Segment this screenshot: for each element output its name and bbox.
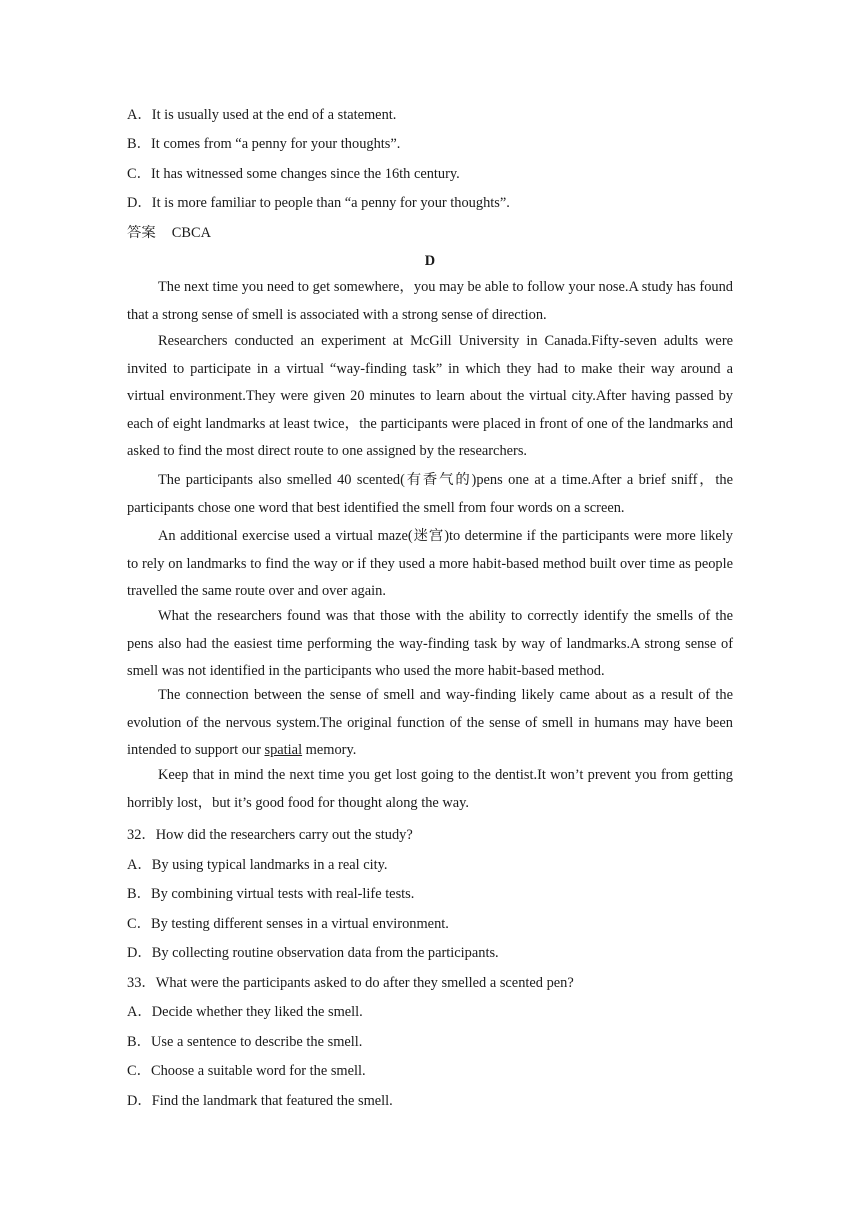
passage-paragraph-1: The next time you need to get somewhere，you may be able to follow your nose.A study has found that a strong sense of smell is associated with a strong sense of direction.: [127, 279, 733, 323]
paragraph-6-text-start: The connection between the sense of smell and way-finding likely came about as a result of the evolution of the nervous system.The original function of the sense of smell in humans may have been intended to support our: [127, 687, 733, 759]
question-33-option-a: A．Decide whether they liked the smell.: [127, 1004, 363, 1020]
question-33-stem: 33．What were the participants asked to do after they smelled a scented pen?: [127, 975, 574, 991]
answer-value: CBCA: [171, 225, 211, 241]
question-32-option-a: A．By using typical landmarks in a real city.: [127, 857, 388, 873]
passage-paragraph-7: Keep that in mind the next time you get lost going to the dentist.It won’t prevent you from getting horribly lost，but it’s good food for thought along the way.: [127, 767, 733, 811]
section-heading: D: [424, 253, 436, 269]
passage-paragraph-6: [127, 682, 733, 765]
question-32-option-d: D．By collecting routine observation data from the participants.: [127, 945, 499, 961]
question-32-stem: 32．How did the researchers carry out the study?: [127, 827, 413, 843]
underlined-word: spatial: [264, 742, 303, 759]
passage-paragraph-4: An additional exercise used a virtual maze(迷宫)to determine if the participants were more likely to rely on landmarks to find the way or if they used a more habit-based method built over time as people travelled the same route over and over again.: [127, 528, 733, 600]
answer-label: 答案: [127, 225, 156, 241]
prev-option-d: D．It is more familiar to people than “a penny for your thoughts”.: [127, 195, 510, 211]
question-33-option-c: C．Choose a suitable word for the smell.: [127, 1063, 366, 1079]
question-33-option-b: B．Use a sentence to describe the smell.: [127, 1034, 363, 1050]
answer-key: [127, 224, 211, 242]
question-32-option-c: C．By testing different senses in a virtual environment.: [127, 916, 449, 932]
prev-option-b: B．It comes from “a penny for your thoughts”.: [127, 136, 401, 152]
prev-option-a: A．It is usually used at the end of a statement.: [127, 107, 397, 123]
passage-paragraph-2: Researchers conducted an experiment at McGill University in Canada.Fifty-seven adults were invited to participate in a virtual “way-finding task” in which they had to make their way around a virtual environment.They were given 20 minutes to learn about the virtual city.After having passed by each of eight landmarks at least twice，the participants were placed in front of one of the landmarks and asked to find the most direct route to one assigned by the researchers.: [127, 333, 733, 460]
question-33-option-d: D．Find the landmark that featured the smell.: [127, 1093, 393, 1109]
passage-paragraph-3: The participants also smelled 40 scented(有香气的)pens one at a time.After a brief sniff，the participants chose one word that best identified the smell from four words on a screen.: [127, 472, 733, 516]
paragraph-6-text-end: memory.: [302, 742, 357, 759]
prev-option-c: C．It has witnessed some changes since the 16th century.: [127, 166, 460, 182]
question-32-option-b: B．By combining virtual tests with real-life tests.: [127, 886, 415, 902]
passage-paragraph-5: What the researchers found was that those with the ability to correctly identify the smells of the pens also had the easiest time performing the way-finding task by way of landmarks.A strong sense of smell was not identified in the participants who used the more habit-based method.: [127, 608, 733, 680]
